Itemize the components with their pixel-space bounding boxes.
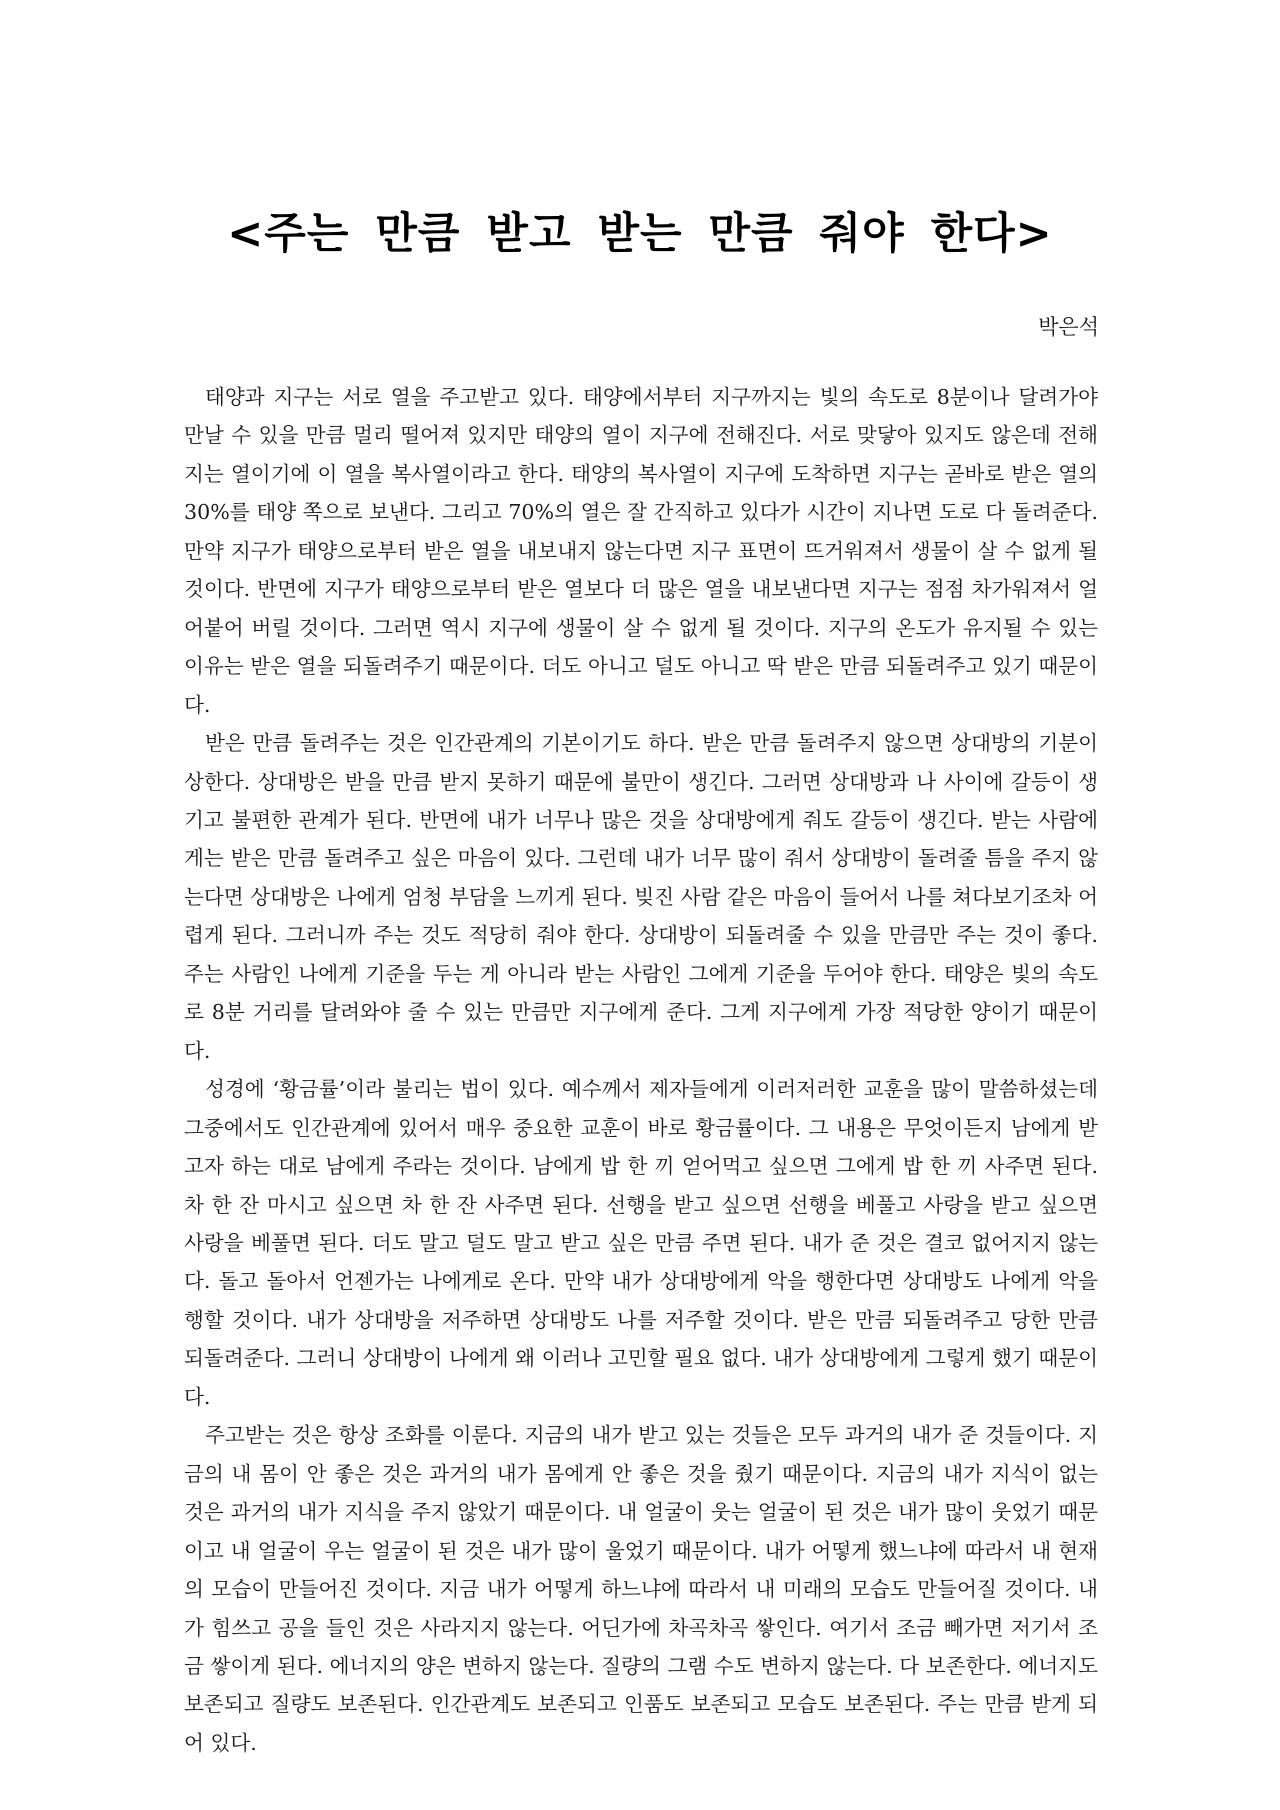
paragraph: 태양과 지구는 서로 열을 주고받고 있다. 태양에서부터 지구까지는 빛의 속도로 8분이나 달려가야 만날 수 있을 만큼 멀리 떨어져 있지만 태양의 열이 지구에 전해진다. 서로 맞닿아 있지도 않은데 전해지는 열이기에 이 열을 복사열이라고 한다. 태양의 복사열이 지구에 도착하면 지구는 곧바로 받은 열의 30%를 태양 쪽으로 보낸다. 그리고 70%의 열은 잘 간직하고 있다가 시간이 지나면 도로 다 돌려준다. 만약 지구가 태양으로부터 받은 열을 내보내지 않는다면 지구 표면이 뜨거워져서 생물이 살 수 없게 될 것이다. 반면에 지구가 태양으로부터 받은 열보다 더 많은 열을 내보낸다면 지구는 점점 차가워져서 얼어붙어 버릴 것이다. 그러면 역시 지구에 생물이 살 수 없게 될 것이다. 지구의 온도가 유지될 수 있는 이유는 받은 열을 되돌려주기 때문이다. 더도 아니고 덜도 아니고 딱 받은 만큼 되돌려주고 있기 때문이다. bbox=[184, 385, 1098, 717]
author-name: 박은석 bbox=[1038, 315, 1099, 339]
paragraph: 주고받는 것은 항상 조화를 이룬다. 지금의 내가 받고 있는 것들은 모두 과거의 내가 준 것들이다. 지금의 내 몸이 안 좋은 것은 과거의 내가 몸에게 안 좋은 것을 줬기 때문이다. 지금의 내가 지식이 없는 것은 과거의 내가 지식을 주지 않았기 때문이다. 내 얼굴이 웃는 얼굴이 된 것은 내가 많이 웃었기 때문이고 내 얼굴이 우는 얼굴이 된 것은 내가 많이 울었기 때문이다. 내가 어떻게 했느냐에 따라서 내 현재의 모습이 만들어진 것이다. 지금 내가 어떻게 하느냐에 따라서 내 미래의 모습도 만들어질 것이다. 내가 힘쓰고 공을 들인 것은 사라지지 않는다. 어딘가에 차곡차곡 쌓인다. 여기서 조금 빼가면 저기서 조금 쌓이게 된다. 에너지의 양은 변하지 않는다. 질량의 그램 수도 변하지 않는다. 다 보존한다. 에너지도 보존되고 질량도 보존된다. 인간관계도 보존되고 인품도 보존되고 모습도 보존된다. 주는 만큼 받게 되어 있다. bbox=[184, 1423, 1098, 1755]
paragraph: 받은 만큼 돌려주는 것은 인간관계의 기본이기도 하다. 받은 만큼 돌려주지 않으면 상대방의 기분이 상한다. 상대방은 받을 만큼 받지 못하기 때문에 불만이 생긴다. 그러면 상대방과 나 사이에 갈등이 생기고 불편한 관계가 된다. 반면에 내가 너무나 많은 것을 상대방에게 줘도 갈등이 생긴다. 받는 사람에게는 받은 만큼 돌려주고 싶은 마음이 있다. 그런데 내가 너무 많이 줘서 상대방이 돌려줄 틈을 주지 않는다면 상대방은 나에게 엄청 부담을 느끼게 된다. 빚진 사람 같은 마음이 들어서 나를 쳐다보기조차 어렵게 된다. 그러니까 주는 것도 적당히 줘야 한다. 상대방이 되돌려줄 수 있을 만큼만 주는 것이 좋다. 주는 사람인 나에게 기준을 두는 게 아니라 받는 사람인 그에게 기준을 두어야 한다. 태양은 빛의 속도로 8분 거리를 달려와야 줄 수 있는 만큼만 지구에게 준다. 그게 지구에게 가장 적당한 양이기 때문이다. bbox=[184, 731, 1098, 1063]
essay-body bbox=[184, 378, 1098, 1762]
paragraph: 성경에 ‘황금률’이라 불리는 법이 있다. 예수께서 제자들에게 이러저러한 교훈을 많이 말씀하셨는데 그중에서도 인간관계에 있어서 매우 중요한 교훈이 바로 황금률이다. 그 내용은 무엇이든지 남에게 받고자 하는 대로 남에게 주라는 것이다. 남에게 밥 한 끼 얻어먹고 싶으면 그에게 밥 한 끼 사주면 된다. 차 한 잔 마시고 싶으면 차 한 잔 사주면 된다. 선행을 받고 싶으면 선행을 베풀고 사랑을 받고 싶으면 사랑을 베풀면 된다. 더도 말고 덜도 말고 받고 싶은 만큼 주면 된다. 내가 준 것은 결코 없어지지 않는다. 돌고 돌아서 언젠가는 나에게로 온다. 만약 내가 상대방에게 악을 행한다면 상대방도 나에게 악을 행할 것이다. 내가 상대방을 저주하면 상대방도 나를 저주할 것이다. 받은 만큼 되돌려주고 당한 만큼 되돌려준다. 그러니 상대방이 나에게 왜 이러나 고민할 필요 없다. 내가 상대방에게 그렇게 했기 때문이다. bbox=[184, 1077, 1098, 1409]
document-title: <주는 만큼 받고 받는 만큼 줘야 한다> bbox=[227, 209, 1053, 259]
